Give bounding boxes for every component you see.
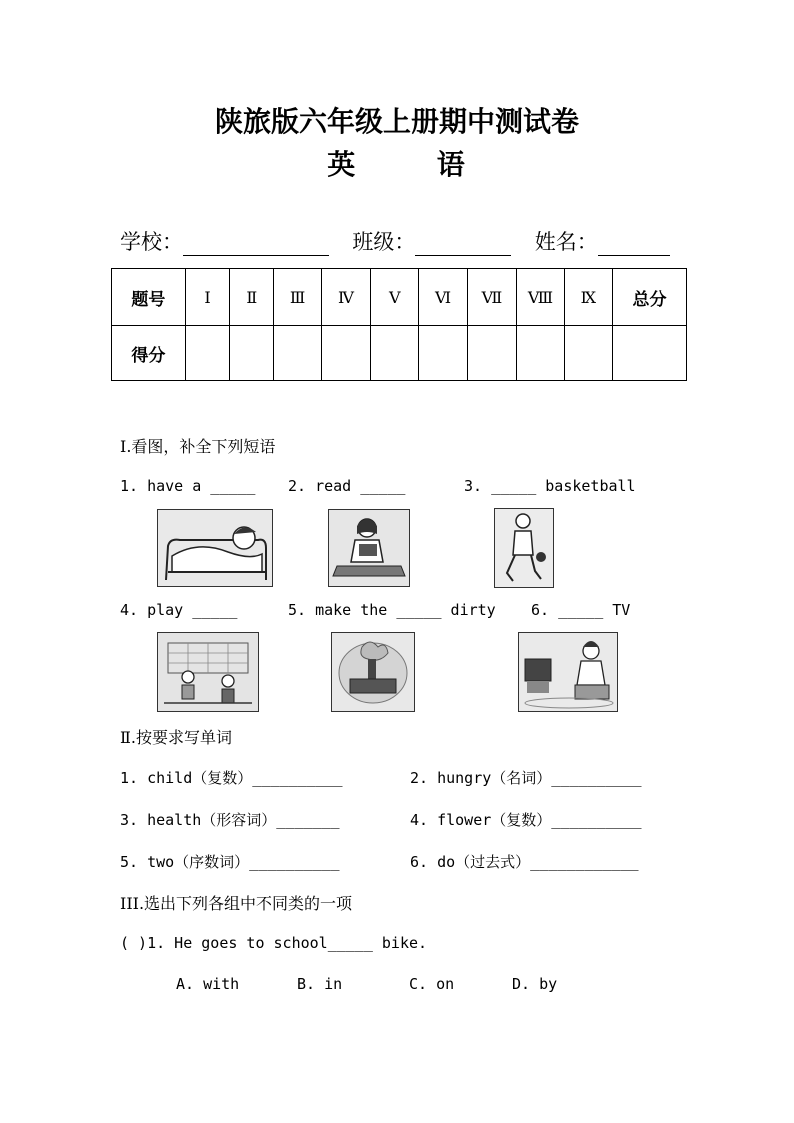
score-cell[interactable] <box>419 326 467 381</box>
col-9: Ⅸ <box>564 269 612 326</box>
section-1-heading: I.看图，补全下列短语 <box>120 437 276 456</box>
score-cell[interactable] <box>230 326 274 381</box>
section-3-heading: III.选出下列各组中不同类的一项 <box>120 894 353 913</box>
page-subtitle <box>0 143 794 183</box>
tennis-players-icon <box>157 632 259 712</box>
subtitle-char-1: 英 <box>327 148 358 181</box>
col-8: Ⅷ <box>517 269 565 326</box>
phrase-item-3: 3. _____ basketball <box>464 477 636 495</box>
phrase-item-1: 1. have a _____ <box>120 477 256 495</box>
score-cell[interactable] <box>321 326 370 381</box>
class-blank[interactable] <box>415 233 511 256</box>
smoking-factory-icon <box>331 632 415 712</box>
total-label: 总分 <box>613 269 687 326</box>
question-1: ( )1. He goes to school_____ bike. <box>120 934 428 952</box>
word-item-2: 2. hungry（名词）__________ <box>410 769 642 787</box>
basketball-player-icon <box>494 508 554 588</box>
subtitle-char-2: 语 <box>436 148 467 181</box>
phrase-item-4: 4. play _____ <box>120 601 238 619</box>
word-item-4: 4. flower（复数）__________ <box>410 811 642 829</box>
phrase-item-2: 2. read _____ <box>288 477 406 495</box>
total-score-cell[interactable] <box>613 326 687 381</box>
score-cell[interactable] <box>564 326 612 381</box>
word-item-3: 3. health（形容词）_______ <box>120 811 340 829</box>
watching-tv-icon <box>518 632 618 712</box>
class-label: 班级： <box>352 230 416 254</box>
school-label: 学校： <box>120 230 183 254</box>
phrase-item-6: 6. _____ TV <box>531 601 631 619</box>
sleeping-child-icon <box>157 509 273 587</box>
score-cell[interactable] <box>185 326 229 381</box>
word-item-5: 5. two（序数词）__________ <box>120 853 340 871</box>
col-6: Ⅵ <box>419 269 467 326</box>
score-cell[interactable] <box>467 326 516 381</box>
option-c[interactable]: C. on <box>409 975 455 993</box>
col-2: Ⅱ <box>230 269 274 326</box>
page-title: 陕旅版六年级上册期中测试卷 <box>214 105 579 138</box>
reading-girl-icon <box>328 509 410 587</box>
option-b[interactable]: B. in <box>297 975 343 993</box>
phrase-item-5: 5. make the _____ dirty <box>288 601 496 619</box>
score-table-score-row <box>112 326 687 381</box>
word-item-6: 6. do（过去式）____________ <box>410 853 639 871</box>
score-table-header-row <box>112 269 687 326</box>
col-3: Ⅲ <box>274 269 321 326</box>
score-cell[interactable] <box>371 326 419 381</box>
option-a[interactable]: A. with <box>176 975 240 993</box>
name-label: 姓名： <box>534 230 598 254</box>
question-number-label: 题号 <box>112 269 186 326</box>
col-5: Ⅴ <box>371 269 419 326</box>
col-1: Ⅰ <box>185 269 229 326</box>
option-d[interactable]: D. by <box>512 975 558 993</box>
score-cell[interactable] <box>517 326 565 381</box>
score-cell[interactable] <box>274 326 321 381</box>
col-7: Ⅶ <box>467 269 516 326</box>
school-blank[interactable] <box>183 233 329 256</box>
section-2-heading: Ⅱ.按要求写单词 <box>120 728 232 747</box>
score-table <box>111 268 687 381</box>
col-4: Ⅳ <box>321 269 370 326</box>
score-label: 得分 <box>112 326 186 381</box>
student-info-line <box>120 226 670 256</box>
word-item-1: 1. child（复数）__________ <box>120 769 343 787</box>
name-blank[interactable] <box>598 233 670 256</box>
